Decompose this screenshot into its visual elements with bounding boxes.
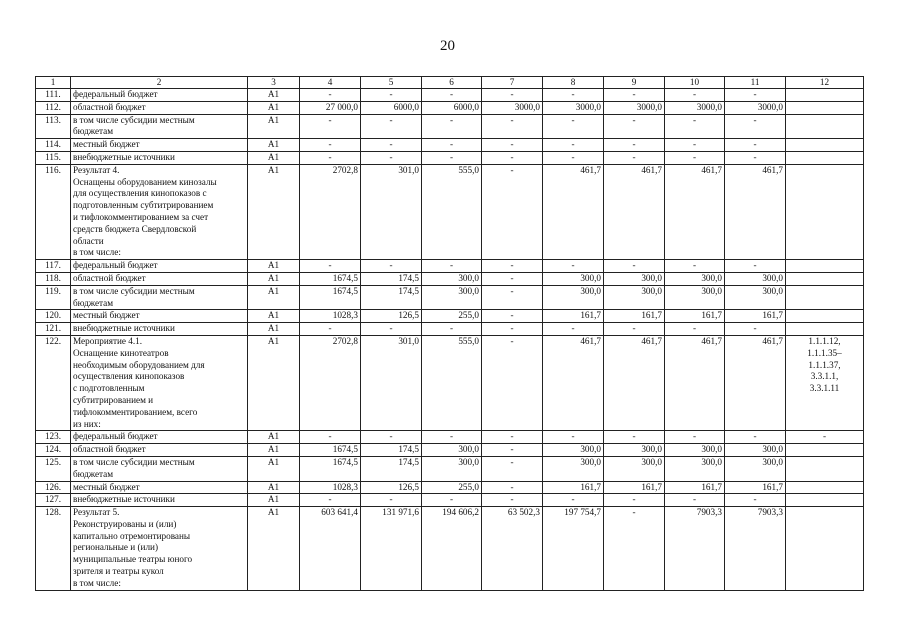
value-cell-col6: 194 606,2 [422,507,482,591]
reference-cell-col12 [786,481,864,494]
reference-cell-col12: 1.1.1.12, 1.1.1.35– 1.1.1.37, 3.3.1.1, 3.3.1.11 [786,335,864,430]
row-number-cell: 113. [36,114,71,139]
value-cell-col10: - [665,260,725,273]
value-cell-col10: 461,7 [665,164,725,259]
value-cell-col9: 461,7 [604,335,665,430]
value-cell-col6: 300,0 [422,272,482,285]
value-cell-col10: - [665,139,725,152]
value-cell-col10: - [665,151,725,164]
value-cell-col5: 174,5 [361,272,422,285]
row-code-cell: А1 [248,151,300,164]
header-cell: 3 [248,77,300,89]
value-cell-col5: - [361,151,422,164]
header-cell: 10 [665,77,725,89]
value-cell-col11: - [725,323,786,336]
value-cell-col9: - [604,431,665,444]
value-cell-col5: - [361,114,422,139]
value-cell-col8: - [543,494,604,507]
value-cell-col7: 63 502,3 [482,507,543,591]
value-cell-col8: - [543,260,604,273]
row-name-cell: местный бюджет [71,139,248,152]
row-number-cell: 124. [36,444,71,457]
value-cell-col4: 1028,3 [300,481,361,494]
value-cell-col6: - [422,151,482,164]
value-cell-col7: - [482,310,543,323]
value-cell-col10: 7903,3 [665,507,725,591]
value-cell-col11: 161,7 [725,310,786,323]
value-cell-col5: - [361,139,422,152]
row-number-cell: 123. [36,431,71,444]
value-cell-col10: - [665,114,725,139]
value-cell-col7: 3000,0 [482,101,543,114]
row-code-cell: А1 [248,285,300,310]
value-cell-col11: 461,7 [725,335,786,430]
row-code-cell: А1 [248,507,300,591]
value-cell-col4: 2702,8 [300,335,361,430]
value-cell-col6: - [422,260,482,273]
value-cell-col5: 174,5 [361,456,422,481]
value-cell-col8: 300,0 [543,285,604,310]
row-number-cell: 120. [36,310,71,323]
page-number: 20 [440,38,455,54]
reference-cell-col12 [786,114,864,139]
row-code-cell: А1 [248,101,300,114]
row-code-cell: А1 [248,310,300,323]
row-number-cell: 121. [36,323,71,336]
row-code-cell: А1 [248,444,300,457]
table-row [36,139,864,152]
value-cell-col9: 300,0 [604,444,665,457]
value-cell-col4: 27 000,0 [300,101,361,114]
reference-cell-col12 [786,139,864,152]
value-cell-col4: 1674,5 [300,285,361,310]
table-row [36,285,864,310]
value-cell-col10: - [665,494,725,507]
value-cell-col5: - [361,431,422,444]
value-cell-col6: - [422,114,482,139]
value-cell-col9: 300,0 [604,285,665,310]
row-number-cell: 125. [36,456,71,481]
value-cell-col11: - [725,260,786,273]
value-cell-col11: 300,0 [725,285,786,310]
row-code-cell: А1 [248,114,300,139]
value-cell-col9: 161,7 [604,481,665,494]
value-cell-col5: 6000,0 [361,101,422,114]
value-cell-col11: 461,7 [725,164,786,259]
value-cell-col10: - [665,323,725,336]
header-cell: 7 [482,77,543,89]
value-cell-col9: - [604,494,665,507]
header-cell: 5 [361,77,422,89]
value-cell-col4: 1028,3 [300,310,361,323]
reference-cell-col12 [786,164,864,259]
value-cell-col6: 300,0 [422,456,482,481]
value-cell-col6: 255,0 [422,310,482,323]
row-name-cell: в том числе субсидии местным бюджетам [71,456,248,481]
reference-cell-col12 [786,260,864,273]
value-cell-col5: 301,0 [361,164,422,259]
value-cell-col5: - [361,494,422,507]
header-cell: 1 [36,77,71,89]
value-cell-col10: 3000,0 [665,101,725,114]
value-cell-col11: 300,0 [725,456,786,481]
value-cell-col8: 300,0 [543,444,604,457]
row-name-cell: областной бюджет [71,101,248,114]
table-row [36,481,864,494]
budget-table [35,76,864,591]
reference-cell-col12 [786,310,864,323]
value-cell-col8: - [543,114,604,139]
table-row [36,494,864,507]
value-cell-col5: 126,5 [361,310,422,323]
value-cell-col10: - [665,89,725,102]
table-row [36,310,864,323]
row-code-cell: А1 [248,431,300,444]
value-cell-col4: - [300,139,361,152]
reference-cell-col12 [786,101,864,114]
value-cell-col11: - [725,494,786,507]
value-cell-col8: - [543,89,604,102]
row-number-cell: 112. [36,101,71,114]
value-cell-col8: - [543,139,604,152]
value-cell-col9: 300,0 [604,272,665,285]
value-cell-col4: - [300,494,361,507]
value-cell-col4: - [300,151,361,164]
value-cell-col11: - [725,151,786,164]
value-cell-col8: 161,7 [543,310,604,323]
table-row [36,323,864,336]
value-cell-col9: - [604,323,665,336]
value-cell-col7: - [482,164,543,259]
reference-cell-col12 [786,151,864,164]
row-name-cell: внебюджетные источники [71,151,248,164]
value-cell-col7: - [482,89,543,102]
row-number-cell: 127. [36,494,71,507]
row-number-cell: 118. [36,272,71,285]
table-row [36,456,864,481]
row-number-cell: 128. [36,507,71,591]
row-name-cell: Результат 5. Реконструированы и (или) капитально отремонтированы региональные и (или) муниципальные театры юного зрителя и театры кукол в том числе: [71,507,248,591]
value-cell-col7: - [482,481,543,494]
row-name-cell: Результат 4. Оснащены оборудованием кинозалы для осуществления кинопоказов с подготовленным субтитрированием и тифлокомментированием за счет средств бюджета Свердловской области в том числе: [71,164,248,259]
value-cell-col11: - [725,431,786,444]
value-cell-col4: - [300,323,361,336]
value-cell-col6: - [422,323,482,336]
value-cell-col6: 555,0 [422,335,482,430]
value-cell-col10: 461,7 [665,335,725,430]
value-cell-col9: - [604,151,665,164]
row-code-cell: А1 [248,139,300,152]
value-cell-col11: 161,7 [725,481,786,494]
reference-cell-col12 [786,444,864,457]
reference-cell-col12 [786,507,864,591]
value-cell-col4: - [300,431,361,444]
reference-cell-col12 [786,89,864,102]
row-code-cell: А1 [248,164,300,259]
value-cell-col6: - [422,89,482,102]
value-cell-col9: - [604,260,665,273]
header-cell: 8 [543,77,604,89]
table-row [36,431,864,444]
value-cell-col7: - [482,444,543,457]
value-cell-col8: 300,0 [543,456,604,481]
row-name-cell: местный бюджет [71,481,248,494]
value-cell-col6: - [422,494,482,507]
value-cell-col11: 7903,3 [725,507,786,591]
reference-cell-col12 [786,272,864,285]
value-cell-col10: 300,0 [665,285,725,310]
value-cell-col6: - [422,431,482,444]
value-cell-col7: - [482,260,543,273]
row-code-cell: А1 [248,494,300,507]
value-cell-col7: - [482,335,543,430]
value-cell-col8: 3000,0 [543,101,604,114]
table-row [36,114,864,139]
reference-cell-col12 [786,494,864,507]
row-name-cell: внебюджетные источники [71,494,248,507]
value-cell-col7: - [482,114,543,139]
value-cell-col11: 300,0 [725,272,786,285]
value-cell-col4: 1674,5 [300,272,361,285]
value-cell-col6: 300,0 [422,285,482,310]
value-cell-col9: - [604,89,665,102]
value-cell-col4: 1674,5 [300,444,361,457]
table-row [36,444,864,457]
table-row [36,272,864,285]
value-cell-col8: 461,7 [543,164,604,259]
value-cell-col4: - [300,114,361,139]
row-name-cell: федеральный бюджет [71,260,248,273]
value-cell-col9: 461,7 [604,164,665,259]
header-cell: 6 [422,77,482,89]
row-code-cell: А1 [248,335,300,430]
value-cell-col9: - [604,114,665,139]
row-name-cell: областной бюджет [71,272,248,285]
value-cell-col5: 174,5 [361,444,422,457]
value-cell-col9: 161,7 [604,310,665,323]
value-cell-col4: 2702,8 [300,164,361,259]
value-cell-col11: 3000,0 [725,101,786,114]
value-cell-col8: - [543,323,604,336]
value-cell-col10: 161,7 [665,481,725,494]
value-cell-col5: - [361,89,422,102]
reference-cell-col12 [786,285,864,310]
row-name-cell: в том числе субсидии местным бюджетам [71,114,248,139]
value-cell-col4: - [300,260,361,273]
value-cell-col7: - [482,323,543,336]
row-number-cell: 115. [36,151,71,164]
table-row [36,507,864,591]
value-cell-col6: 555,0 [422,164,482,259]
value-cell-col10: 300,0 [665,444,725,457]
value-cell-col11: 300,0 [725,444,786,457]
value-cell-col4: - [300,89,361,102]
value-cell-col11: - [725,139,786,152]
value-cell-col10: - [665,431,725,444]
value-cell-col9: 3000,0 [604,101,665,114]
row-code-cell: А1 [248,260,300,273]
row-code-cell: А1 [248,481,300,494]
value-cell-col9: 300,0 [604,456,665,481]
value-cell-col10: 300,0 [665,272,725,285]
value-cell-col4: 603 641,4 [300,507,361,591]
value-cell-col7: - [482,285,543,310]
row-name-cell: федеральный бюджет [71,431,248,444]
value-cell-col8: - [543,431,604,444]
table-row [36,335,864,430]
row-name-cell: федеральный бюджет [71,89,248,102]
header-cell: 11 [725,77,786,89]
value-cell-col5: - [361,260,422,273]
row-number-cell: 126. [36,481,71,494]
value-cell-col6: 6000,0 [422,101,482,114]
value-cell-col4: 1674,5 [300,456,361,481]
value-cell-col10: 300,0 [665,456,725,481]
row-number-cell: 122. [36,335,71,430]
value-cell-col8: - [543,151,604,164]
header-cell: 9 [604,77,665,89]
row-name-cell: местный бюджет [71,310,248,323]
table-row [36,89,864,102]
value-cell-col8: 461,7 [543,335,604,430]
value-cell-col7: - [482,151,543,164]
value-cell-col8: 300,0 [543,272,604,285]
header-cell: 12 [786,77,864,89]
value-cell-col5: 126,5 [361,481,422,494]
value-cell-col7: - [482,456,543,481]
reference-cell-col12 [786,323,864,336]
row-code-cell: А1 [248,89,300,102]
value-cell-col7: - [482,494,543,507]
value-cell-col10: 161,7 [665,310,725,323]
value-cell-col8: 197 754,7 [543,507,604,591]
value-cell-col5: 174,5 [361,285,422,310]
value-cell-col5: 301,0 [361,335,422,430]
row-number-cell: 119. [36,285,71,310]
row-name-cell: Мероприятие 4.1. Оснащение кинотеатров необходимым оборудованием для осуществления кинопоказов с подготовленным субтитрированием и тифлокомментированием, всего из них: [71,335,248,430]
value-cell-col11: - [725,114,786,139]
table-row [36,260,864,273]
row-number-cell: 117. [36,260,71,273]
value-cell-col7: - [482,139,543,152]
row-number-cell: 111. [36,89,71,102]
row-number-cell: 116. [36,164,71,259]
row-number-cell: 114. [36,139,71,152]
value-cell-col5: - [361,323,422,336]
table-header-row [36,77,864,89]
value-cell-col9: - [604,507,665,591]
row-code-cell: А1 [248,456,300,481]
header-cell: 2 [71,77,248,89]
table-row [36,151,864,164]
reference-cell-col12: - [786,431,864,444]
value-cell-col6: 255,0 [422,481,482,494]
row-name-cell: областной бюджет [71,444,248,457]
value-cell-col7: - [482,431,543,444]
value-cell-col8: 161,7 [543,481,604,494]
row-name-cell: в том числе субсидии местным бюджетам [71,285,248,310]
value-cell-col9: - [604,139,665,152]
table-row [36,101,864,114]
table-row [36,164,864,259]
row-code-cell: А1 [248,272,300,285]
row-code-cell: А1 [248,323,300,336]
value-cell-col7: - [482,272,543,285]
value-cell-col6: 300,0 [422,444,482,457]
value-cell-col5: 131 971,6 [361,507,422,591]
reference-cell-col12 [786,456,864,481]
row-name-cell: внебюджетные источники [71,323,248,336]
value-cell-col11: - [725,89,786,102]
value-cell-col6: - [422,139,482,152]
header-cell: 4 [300,77,361,89]
